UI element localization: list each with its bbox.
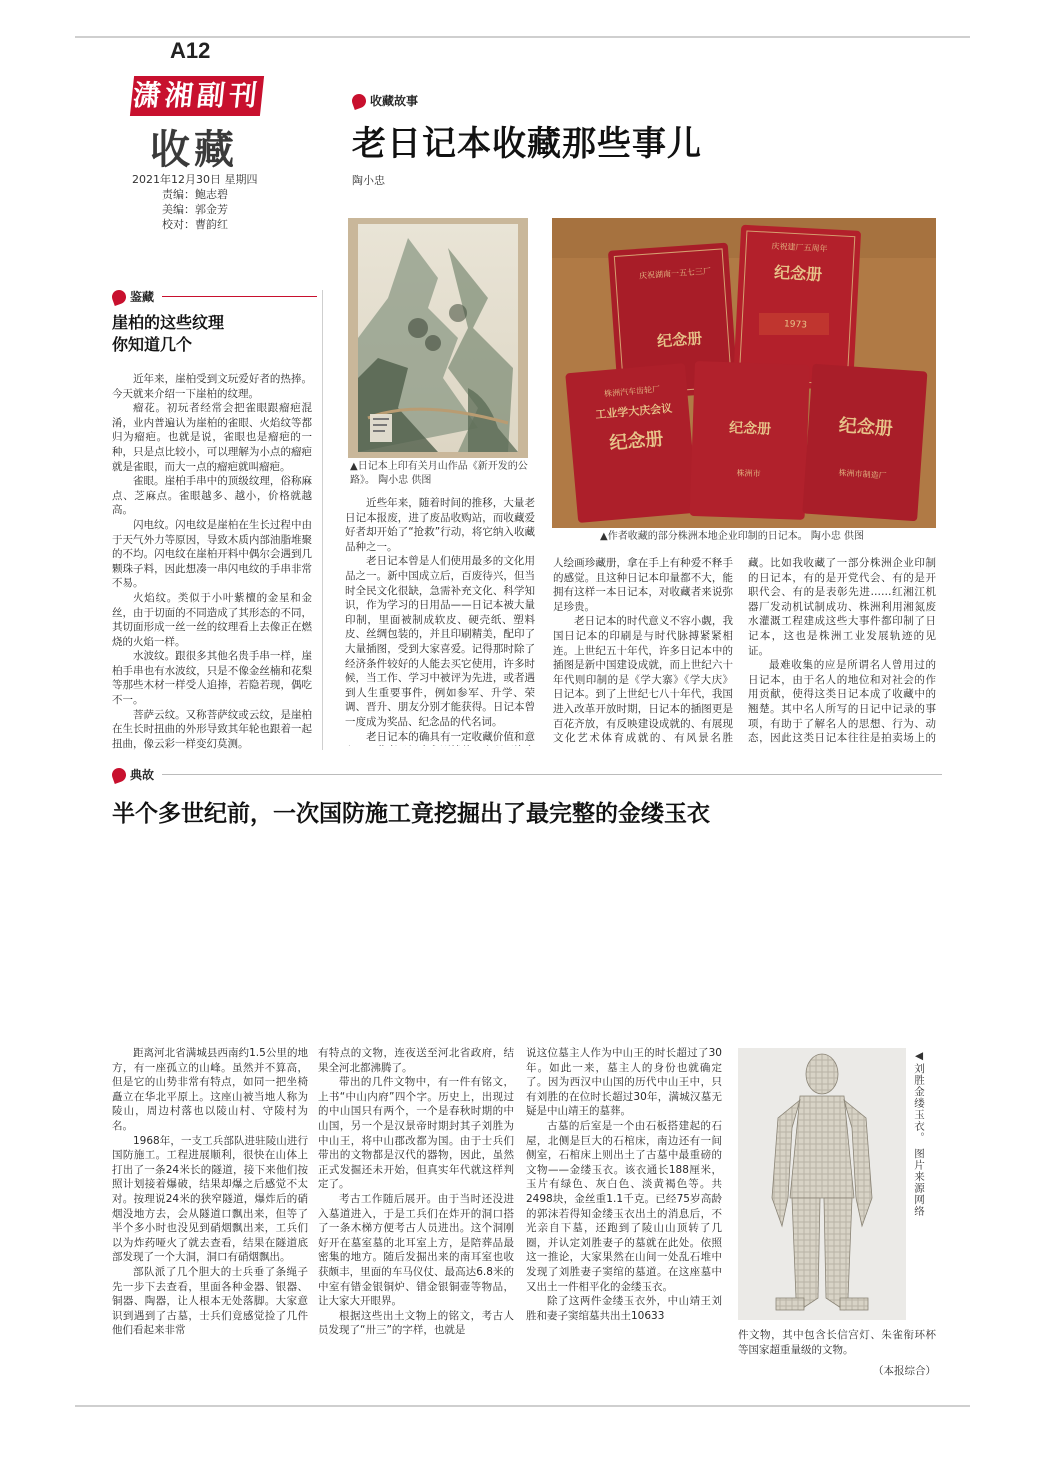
bottom-paragraph: 有特点的文物，连夜送至河北省政府，结果全河北都沸腾了。 [318,1047,514,1074]
bottom-paragraph: 根据这些出土文物上的铭文，考古人员发现了“卅三”的字样，也就是 [318,1309,514,1337]
main-paragraph: 藏。比如我收藏了一部分株洲企业印制的日记本，有的是开党代会、有的是开职代会、有的是表彰先进……红湘江机器厂发动机试制成功、株洲利用湘氮废水灌溉工程建成这些大事件都印制了日记本，这也是株洲工业发展轨迹的见证。 [748,557,936,657]
painting-illustration [348,218,528,458]
bottom-tag [112,766,942,783]
diary-2-line3: 1973 [783,319,808,331]
diary-1-line1: 庆祝湖南一五七三厂 [638,266,712,281]
main-column-2 [553,556,733,746]
main-paragraph: 老日记本的时代意义不容小觑，我国日记本的印刷是与时代脉搏紧紧相连。上世纪五十年代，许多日记本中的插图是新中国建设成就，而上世纪六十年代则印制的是《学大寨》《学大庆》日记本。到了上世纪七八十年代，我国进入改革开放时期，日记本的插图更是百花齐放，有反映建设成就的、有展现文化艺术体育成就的、有风景名胜 [553,615,733,745]
sidebar-paragraph: 菩萨云纹。又称菩萨纹或云纹，是崖柏在生长时扭曲的外形导致其年轮也跟着一起扭曲，像云彩一样变幻莫测。 [112,708,312,750]
diary-3-label [579,382,689,458]
main-headline: 老日记本收藏那些事儿 [352,124,702,164]
bottom-tag-label: 典故 [130,768,155,782]
diaries-caption: ▲作者收藏的部分株洲本地企业印制的日记本。 陶小忠 供图 [600,531,865,542]
jade-suit-illustration [738,1048,906,1320]
sidebar-paragraph: 瘤花。初玩者经常会把雀眼跟瘤疤混淆，业内普遍认为崖柏的雀眼、火焰纹等都归为瘤疤。也就是说，雀眼也是瘤疤的一种，只是点比较小，可以理解为小点的瘤疤就是雀眼，而大一点的瘤疤就叫瘤疤。 [112,402,312,473]
tag-marker-icon [350,92,368,110]
bottom-source: （本报综合） [873,1365,936,1377]
painting-photo [348,218,528,458]
main-paragraph: 近些年来，随着时间的推移，大量老日记本报废，进了废品收购站，而收藏爱好者却开始了“抢救”行动，将它纳入收藏品种之一。 [345,497,535,553]
bottom-paragraph: 部队派了几个胆大的士兵垂了条绳子先一步下去查看，里面各种金器、银器、铜器、陶器，让人根本无处落脚。大家意识到遇到了古墓，士兵们竟感觉捡了几件他们看起来非常 [112,1265,308,1337]
bottom-rule [75,1405,970,1407]
sidebar-body [112,372,312,752]
column-logo [130,76,264,116]
bottom-paragraph: 除了这两件金缕玉衣外，中山靖王刘胜和妻子窦绾墓共出土10633 [526,1295,722,1322]
page-number: A12 [170,38,211,63]
diary-2-label [748,240,847,333]
sidebar-paragraph: 闪电纹。闪电纹是崖柏在生长过程中由于天气外力等原因，导致木质内部油脂堆聚的不均。闪电纹在崖柏开料中偶尔会遇到几颗珠子料，因此想凑一串闪电纹的手串非常不易。 [112,518,312,590]
diary-5-line2: 株洲市制造厂 [838,468,887,481]
bottom-paragraph: 考古工作随后展开。由于当时还没进入墓道进入，于是工兵们在炸开的洞口搭了一条木梯方便考古人员进出。这个洞刚好开在墓室墓的北耳室上方，是陪葬品最密集的地方。随后发掘出来的南耳室也收获颇丰，里面的车马仪仗、最高达6.8米的中室有错金银铜炉、错金银铜壶等物品，让大家大开眼界。 [318,1192,514,1308]
editor-line: 责编：鲍志碧 [162,188,228,201]
main-author: 陶小忠 [352,174,385,187]
tag-rule [162,296,317,297]
diary-1-label [627,265,727,353]
sidebar-headline [112,312,312,356]
sidebar-tag [112,288,317,305]
bottom-paragraph: 距离河北省满城县西南约1.5公里的地方，有一座孤立的山峰。虽然并不算高，但是它的山势非常有特点，如同一把坐椅矗立在华北平原上。这座山被当地人称为陵山，周边村落也以陵山村、守陵村为名。 [112,1047,308,1132]
jade-suit-photo [738,1048,906,1320]
bottom-paragraph: 件文物，其中包含长信宫灯、朱雀衔环杯等国家超重量级的文物。 [738,1329,936,1356]
diary-4-line1: 纪念册 [728,420,772,438]
main-paragraph: 老日记本曾是人们使用最多的文化用品之一。新中国成立后，百废待兴，但当时全民文化很缺，急需补充文化、科学知识，作为学习的日用品——日记本被大量印制，里面被制成软皮、硬壳纸、塑料皮、丝绸包装的，并且印刷精美，配印了大量插图，受到大家喜爱。记得那时除了经济条件较好的人能去买它使用，许多时候，当工作、学习中被评为先进，或者遇到人生重要事件，例如参军、升学、荣调、晋升、朋友分别才能获得。日记本曾一度成为奖品、纪念品的代名词。 [345,555,535,728]
bottom-paragraph: 带出的几件文物中，有一件有铭文，上书“中山内府”四个字。历史上，出现过的中山国只有两个，一个是春秋时期的中山国，另一个是汉景帝时期封其子刘胜为中山王，将中山郡改都为国。由于士兵们带出的文物都是汉代的器物，因此，虽然正式发掘还未开始，但真实年代就这样判定了。 [318,1076,514,1191]
bottom-column-4 [738,1328,936,1364]
main-column-3 [748,556,936,746]
sidebar-paragraph: 近年来，崖柏受到文玩爱好者的热捧。今天就来介绍一下崖柏的纹理。 [112,373,312,400]
main-paragraph: 人绘画珍藏册，拿在手上有种爱不释手的感觉。且这种日记本印量都不大，能拥有这样一本日记本，对收藏者来说弥足珍贵。 [553,557,733,613]
art-editor-line: 美编：郭金芳 [162,203,228,216]
proofreader-line: 校对：曹韵红 [162,218,228,231]
sidebar-headline-line1: 崖柏的这些纹理 [112,313,225,332]
diary-5-line1: 纪念册 [838,415,894,440]
tag-rule [162,774,942,775]
main-paragraph: 最难收集的应是所谓名人曾用过的日记本，由于名人的地位和对社会的作用贡献，使得这类日记本成了收藏中的翘楚。其中名人所写的日记中记录的事项，有助于了解名人的思想、行为、动态，因此这类日记本往往是拍卖场上的 [748,659,936,745]
diary-1-line2: 纪念册 [656,329,703,351]
diary-3-line2: 工业学大庆会议 [594,401,673,422]
tag-marker-icon [110,766,128,784]
painting-caption: ▲日记本上印有关月山作品《新开发的公路》。 陶小忠 供图 [350,461,528,486]
diary-3-line3: 纪念册 [608,428,665,455]
sidebar-divider [322,290,323,750]
bottom-paragraph: 说这位墓主人作为中山王的时长超过了30年。如此一来，墓主人的身份也就确定了。因为西汉中山国的历代中山王中，只有刘胜的在位时长超过30年，满城汉墓无疑是中山靖王的墓葬。 [526,1047,722,1118]
main-column-1 [345,496,535,746]
jade-suit-caption: ◀刘胜金缕玉衣。 图片来源网络 [913,1050,925,1217]
bottom-source-wrap [738,1364,936,1380]
diary-3-line1: 株洲汽车齿轮厂 [603,384,661,399]
sidebar-paragraph: 火焰纹。类似于小叶紫檀的金星和金丝，由于切面的不同造成了其形态的不同，其切面形成一丝一丝的纹理看上去像正在燃烧的火焰一样。 [112,591,312,648]
sidebar-headline-line2: 你知道几个 [112,335,193,354]
masthead-meta [132,172,272,232]
main-tag-label: 收藏故事 [370,94,419,108]
bottom-column-2 [318,1046,514,1376]
sidebar-paragraph [112,751,312,752]
diaries-illustration [552,218,936,528]
sidebar-tag-label: 鉴藏 [130,290,155,304]
bottom-paragraph: 古墓的后室是一个由石板搭建起的石屋，北侧是巨大的石棺床，南边还有一间侧室，石棺床上则出土了古墓中最重磅的文物——金缕玉衣。该衣通长188厘米，玉片有绿色、灰白色、淡黄褐色等。共2498块，金丝重1.1千克。已经75岁高龄的郭沫若得知金缕玉衣出土的消息后，不光亲自下墓，还跑到了陵山山顶转了几圈，并认定刘胜妻子的墓就在此处。依照这一推论，大家果然在山间一处乱石堆中发现了刘胜妻子窦绾的墓道。在这座墓中又出土一件相平化的金缕玉衣。 [526,1119,722,1293]
bottom-column-3 [526,1046,722,1376]
diary-5-label [815,410,914,483]
section-name: 收藏 [150,126,238,173]
diary-4-line2: 株洲市 [736,468,761,479]
tag-marker-icon [110,288,128,306]
bottom-headline: 半个多世纪前，一次国防施工竟挖掘出了最完整的金缕玉衣 [112,801,710,827]
diaries-photo [552,218,936,528]
diary-2-line1: 庆祝建厂五周年 [771,241,828,254]
sidebar-paragraph: 水波纹。跟很多其他名贵手串一样，崖柏手串也有水波纹，只是不像金丝楠和花梨等那些木材一样受人追捧，若隐若现，偶吃不一。 [112,650,312,707]
column-logo-text: 潇湘副刊 [131,79,263,112]
diary-2-line2: 纪念册 [773,262,823,285]
diary-4-label [701,416,798,480]
sidebar-paragraph: 雀眼。崖柏手串中的顶级纹理，俗称麻点、芝麻点。雀眼越多、越小，价格就越高。 [112,475,312,517]
bottom-column-1 [112,1046,308,1376]
date-line: 2021年12月30日 星期四 [132,173,258,186]
main-paragraph: 老日记本的确具有一定收藏价值和意 [366,730,535,743]
main-tag [352,92,472,109]
bottom-paragraph: 1968年，一支工兵部队进驻陵山进行国防施工。工程进展顺利，很快在山体上打出了一条24米长的隧道，接下来他们按照计划接着爆破，结果却爆之后感觉不太对。按理说24米的狭窄隧道，爆炸后的硝烟没地方去，会从隧道口飘出来，但等了半个多小时也没见到硝烟飘出来，工兵们以为炸药哑火了就去查看，结果在隧道底部发现了一个大洞，洞口有硝烟飘出。 [112,1134,308,1264]
